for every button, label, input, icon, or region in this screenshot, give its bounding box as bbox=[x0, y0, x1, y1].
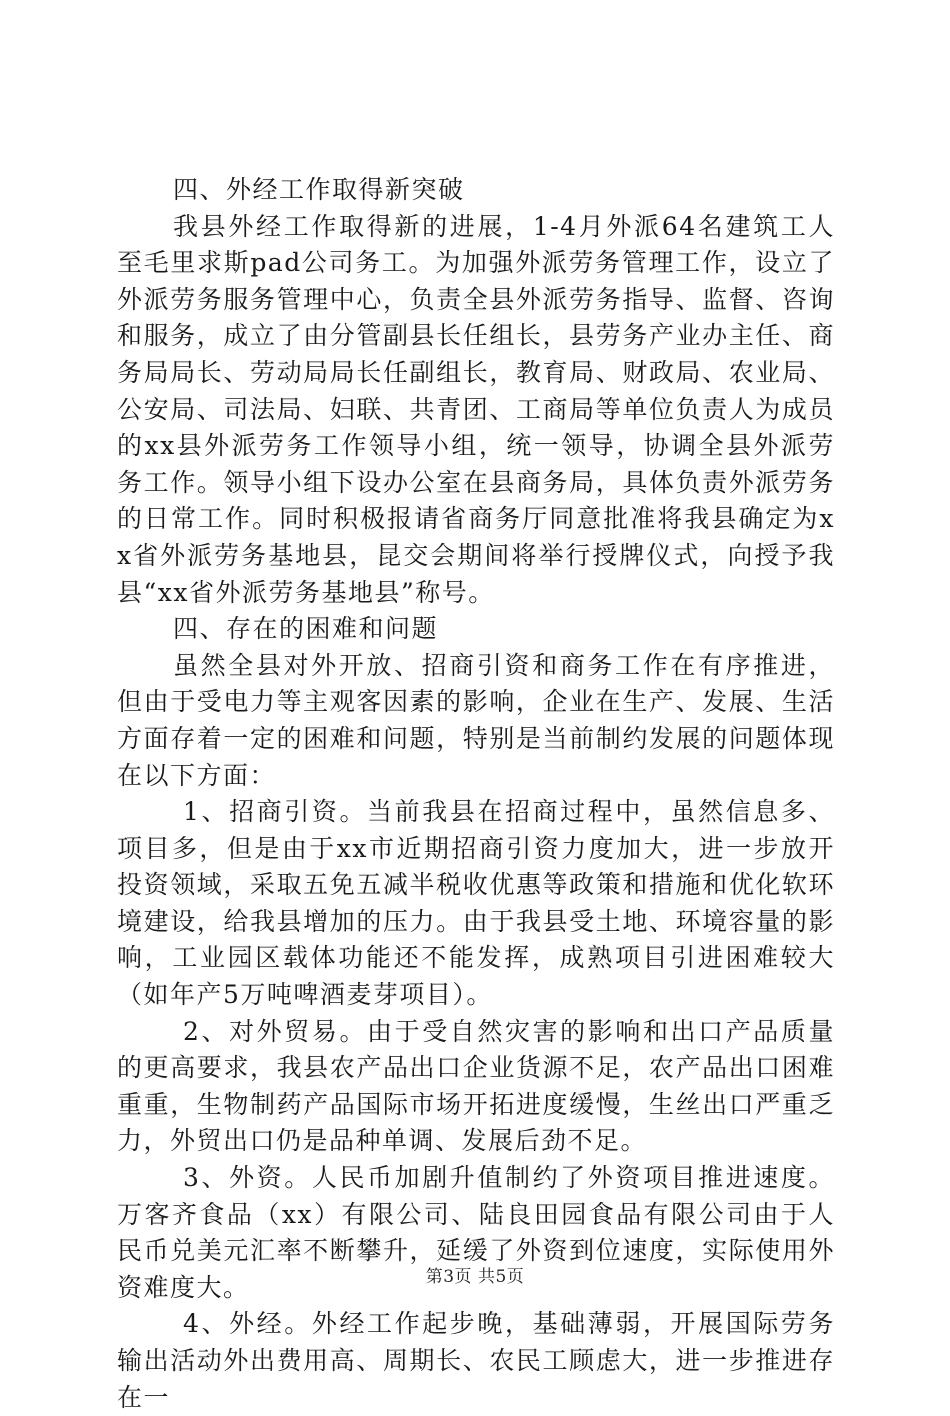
paragraph-foreign-economic: 4、外经。外经工作起步晚，基础薄弱，开展国际劳务输出活动外出费用高、周期长、农民工顾虑大，进一步推进存在一 bbox=[117, 1309, 835, 1412]
document-body bbox=[117, 172, 835, 1416]
paragraph-foreign-trade: 2、对外贸易。由于受自然灾害的影响和出口产品质量的更高要求，我县农产品出口企业货源不足，农产品出口困难重重，生物制药产品国际市场开拓进度缓慢，生丝出口严重乏力，外贸出口仍是品种单调、发展后劲不足。 bbox=[117, 1016, 835, 1156]
section-heading-foreign-economic: 四、外经工作取得新突破 bbox=[173, 175, 465, 204]
section-heading-difficulties: 四、存在的困难和问题 bbox=[173, 614, 439, 644]
paragraph-foreign-capital: 3、外资。人民币加剧升值制约了外资项目推进速度。万客齐食品（xx）有限公司、陆良田园食品有限公司由于人民币兑美元汇率不断攀升，延缓了外资到位速度，实际使用外资难度大。 bbox=[117, 1163, 835, 1302]
page-number-footer: 第3页 共5页 bbox=[425, 1267, 525, 1287]
paragraph-difficulties-intro: 虽然全县对外开放、招商引资和商务工作在有序推进，但由于受电力等主观客因素的影响，企业在生产、发展、生活方面存着一定的困难和问题，特别是当前制约发展的问题体现在以下方面： bbox=[117, 650, 835, 790]
paragraph-foreign-labor: 我县外经工作取得新的进展，1-4月外派64名建筑工人至毛里求斯pad公司务工。为加强外派劳务管理工作，设立了外派劳务服务管理中心，负责全县外派劳务指导、监督、咨询和服务，成立了由分管副县长任组长，县劳务产业办主任、商务局局长、劳动局局长任副组长，教育局、财政局、农业局、公安局、司法局、妇联、共青团、工商局等单位负责人为成员的xx县外派劳务工作领导小组，统一领导，协调全县外派劳务工作。领导小组下设办公室在县商务局，具体负责外派劳务的日常工作。同时积极报请省商务厅同意批准将我县确定为xx省外派劳务基地县，昆交会期间将举行授牌仪式，向授予我县“xx省外派劳务基地县”称号。 bbox=[117, 211, 835, 607]
paragraph-investment: 1、招商引资。当前我县在招商过程中，虽然信息多、项目多，但是由于xx市近期招商引资力度加大，进一步放开投资领域，采取五免五减半税收优惠等政策和措施和优化软环境建设，给我县增加的压力。由于我县受土地、环境容量的影响，工业园区载体功能还不能发挥，成熟项目引进困难较大（如年产5万吨啤酒麦芽项目）。 bbox=[117, 797, 835, 1010]
